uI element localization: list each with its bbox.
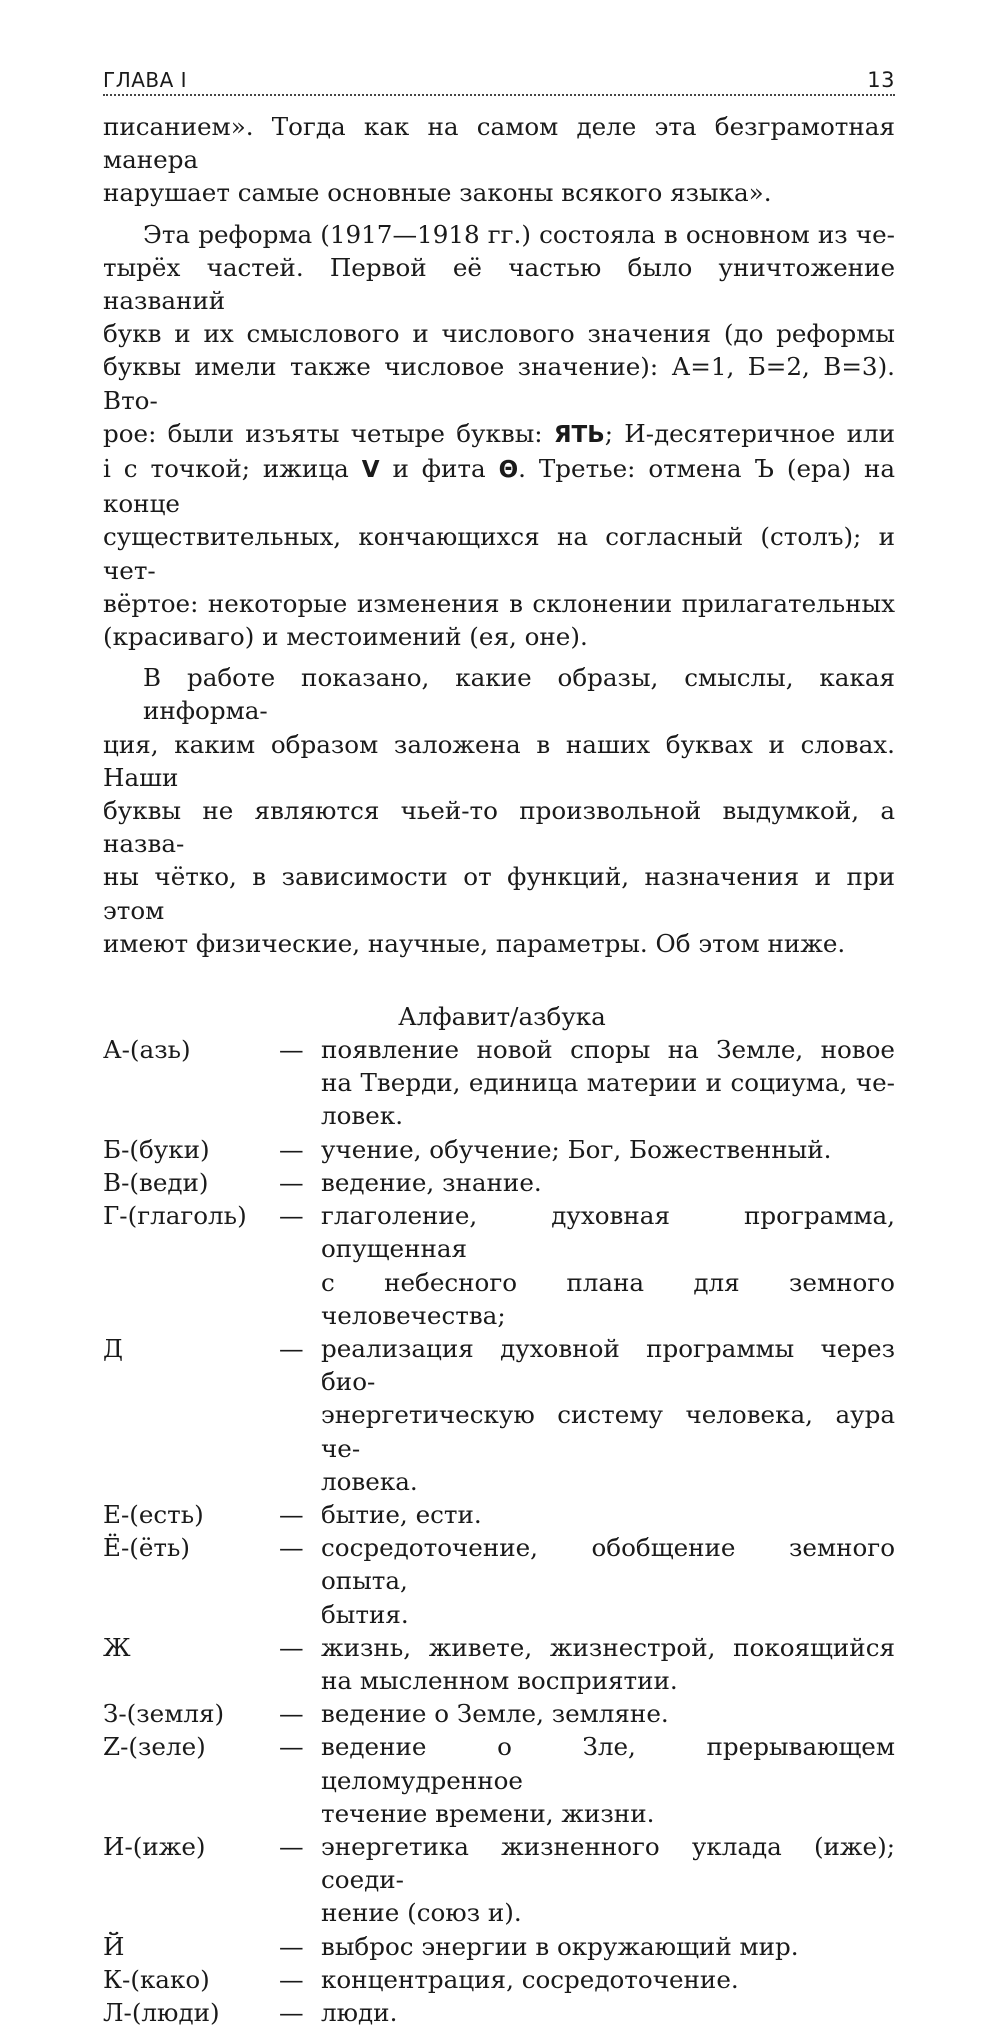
entry-meaning (321, 1166, 895, 1199)
meaning-line: течение времени, жизни. (321, 1798, 655, 1828)
text-line: букв и их смыслового и числового значения (до реформы (103, 319, 895, 349)
meaning-line: нение (союз и). (321, 1898, 522, 1928)
alphabet-title: Алфавит/азбука (398, 1002, 606, 1032)
text-run: і с точкой; ижица (103, 454, 362, 484)
meaning-line: реализация духовной программы через био- (321, 1333, 895, 1397)
entry-letter: Й (103, 1931, 125, 1961)
entry-letter: Д (103, 1333, 123, 1363)
alphabet-entry (103, 1199, 895, 1332)
entry-dash: — (279, 1997, 304, 2027)
text-line: существительных, кончающихся на согласный (столъ); и чет- (103, 522, 895, 585)
alphabet-entry (103, 1730, 895, 1830)
text-line: Эта реформа (1917—1918 гг.) состояла в основном из че- (143, 219, 895, 249)
entry-dash: — (279, 1931, 304, 1961)
text-line: вёртое: некоторые изменения в склонении прилагательных (103, 588, 895, 618)
entry-meaning (321, 1996, 895, 2029)
meaning-line: ловек. (321, 1101, 404, 1131)
text-line: имеют физические, научные, параметры. Об этом ниже. (103, 928, 846, 958)
entry-dash: — (279, 1533, 304, 1563)
entry-letter: И-(иже) (103, 1831, 206, 1861)
entry-dash: — (279, 1333, 304, 1363)
text-line (103, 417, 895, 452)
text-run: . Третье: отмена Ъ (ера) на конце (103, 454, 896, 519)
entry-dash: — (279, 1167, 304, 1197)
entry-meaning (321, 1730, 895, 1830)
meaning-line: жизнь, живете, жизнестрой, покоящийся (321, 1632, 895, 1662)
meaning-line: ведение о Зле, прерывающем целомудренное (321, 1732, 895, 1795)
entry-letter: В-(веди) (103, 1167, 209, 1197)
text-line: (красиваго) и местоимений (ея, оне). (103, 622, 588, 652)
text-line: буквы не являются чьей-то произвольной выдумкой, а назва- (103, 796, 895, 859)
entry-meaning (321, 1199, 895, 1332)
entry-meaning (321, 1332, 895, 1498)
meaning-line: сосредоточение, обобщение земного опыта, (321, 1533, 895, 1596)
meaning-line: бытия. (321, 1599, 409, 1629)
book-page (103, 58, 895, 2029)
entry-dash: — (279, 1499, 304, 1529)
text-line: ция, каким образом заложена в наших буквах и словах. Наши (103, 729, 895, 792)
alphabet-entry (103, 1498, 895, 1531)
meaning-line: глаголение, духовная программа, опущенная (321, 1201, 895, 1264)
chapter-title: ГЛАВА I (103, 68, 188, 92)
text-line (103, 452, 895, 520)
entry-letter: Ж (103, 1632, 131, 1662)
alphabet-entry (103, 1697, 895, 1730)
meaning-line: ведение, знание. (321, 1167, 542, 1197)
entry-meaning (321, 1697, 895, 1730)
paragraph-1 (103, 110, 895, 210)
paragraph-2 (103, 218, 895, 654)
meaning-line: выброс энергии в окружающий мир. (321, 1931, 799, 1961)
page-number: 13 (867, 68, 895, 92)
meaning-line: с небесного плана для земного человечества; (321, 1267, 895, 1330)
entry-letter: З-(земля) (103, 1699, 225, 1729)
meaning-line: на Тверди, единица материи и социума, че- (321, 1068, 895, 1098)
text-line: В работе показано, какие образы, смыслы, какая информа- (143, 663, 895, 726)
alphabet-entry (103, 1133, 895, 1166)
alphabet-entry (103, 1332, 895, 1498)
entry-letter: Ё-(ёть) (103, 1533, 191, 1563)
entry-dash: — (279, 1632, 304, 1662)
entry-letter: Б-(буки) (103, 1134, 210, 1164)
paragraph-3 (103, 661, 895, 960)
alphabet-entry (103, 1531, 895, 1631)
text-run: рое: были изъяты четыре буквы: (103, 418, 554, 448)
entry-letter: К-(како) (103, 1964, 210, 1994)
running-header (103, 58, 895, 96)
alphabet-list (103, 1033, 895, 2029)
text-line: писанием». Тогда как на самом деле эта безграмотная манера (103, 112, 895, 175)
alphabet-entry (103, 1996, 895, 2029)
entry-letter: Г-(глаголь) (103, 1201, 247, 1231)
entry-dash: — (279, 1831, 304, 1861)
bold-yat: ЯТЬ (553, 421, 605, 448)
bold-fita: Θ (498, 457, 519, 484)
alphabet-entry (103, 1033, 895, 1133)
entry-letter: Л-(люди) (103, 1997, 220, 2027)
entry-meaning (321, 1930, 895, 1963)
entry-dash: — (279, 1699, 304, 1729)
entry-meaning (321, 1133, 895, 1166)
entry-dash: — (279, 1035, 304, 1065)
entry-meaning (321, 1498, 895, 1531)
entry-letter: Е-(есть) (103, 1499, 204, 1529)
text-run: ; И-десятеричное или (604, 418, 895, 448)
entry-meaning (321, 1830, 895, 1930)
meaning-line: энергетика жизненного уклада (иже); соеди- (321, 1831, 895, 1895)
entry-meaning (321, 1531, 895, 1631)
meaning-line: ведение о Земле, земляне. (321, 1699, 669, 1729)
text-line: нарушает самые основные законы всякого языка». (103, 178, 772, 208)
entry-meaning (321, 1631, 895, 1697)
text-run: и фита (379, 454, 499, 484)
meaning-line: учение, обучение; Бог, Божественный. (321, 1134, 832, 1164)
alphabet-entry (103, 1166, 895, 1199)
meaning-line: появление новой споры на Земле, новое (321, 1035, 895, 1065)
alphabet-entry (103, 1631, 895, 1697)
text-line: ны чётко, в зависимости от функций, назначения и при этом (103, 862, 895, 925)
entry-meaning (321, 1963, 895, 1996)
meaning-line: ловека. (321, 1466, 418, 1496)
text-line: тырёх частей. Первой её частью было уничтожение названий (103, 252, 895, 316)
entry-letter: А-(азь) (103, 1035, 191, 1065)
meaning-line: концентрация, сосредоточение. (321, 1964, 739, 1994)
entry-dash: — (279, 1964, 304, 1994)
alphabet-entry (103, 1830, 895, 1930)
entry-meaning (321, 1033, 895, 1133)
meaning-line: энергетическую систему человека, аура че- (321, 1400, 895, 1463)
entry-dash: — (279, 1732, 304, 1762)
bold-izhitsa: V (361, 457, 380, 484)
meaning-line: на мысленном восприятии. (321, 1665, 678, 1695)
alphabet-entry (103, 1930, 895, 1963)
meaning-line: бытие, ести. (321, 1499, 482, 1529)
meaning-line: люди. (321, 1997, 398, 2027)
entry-letter: Z-(зеле) (103, 1732, 206, 1762)
entry-dash: — (279, 1134, 304, 1164)
alphabet-entry (103, 1963, 895, 1996)
entry-dash: — (279, 1201, 304, 1231)
body-text (103, 110, 895, 960)
text-line: буквы имели также числовое значение): А=1, Б=2, В=3). Вто- (103, 352, 895, 415)
